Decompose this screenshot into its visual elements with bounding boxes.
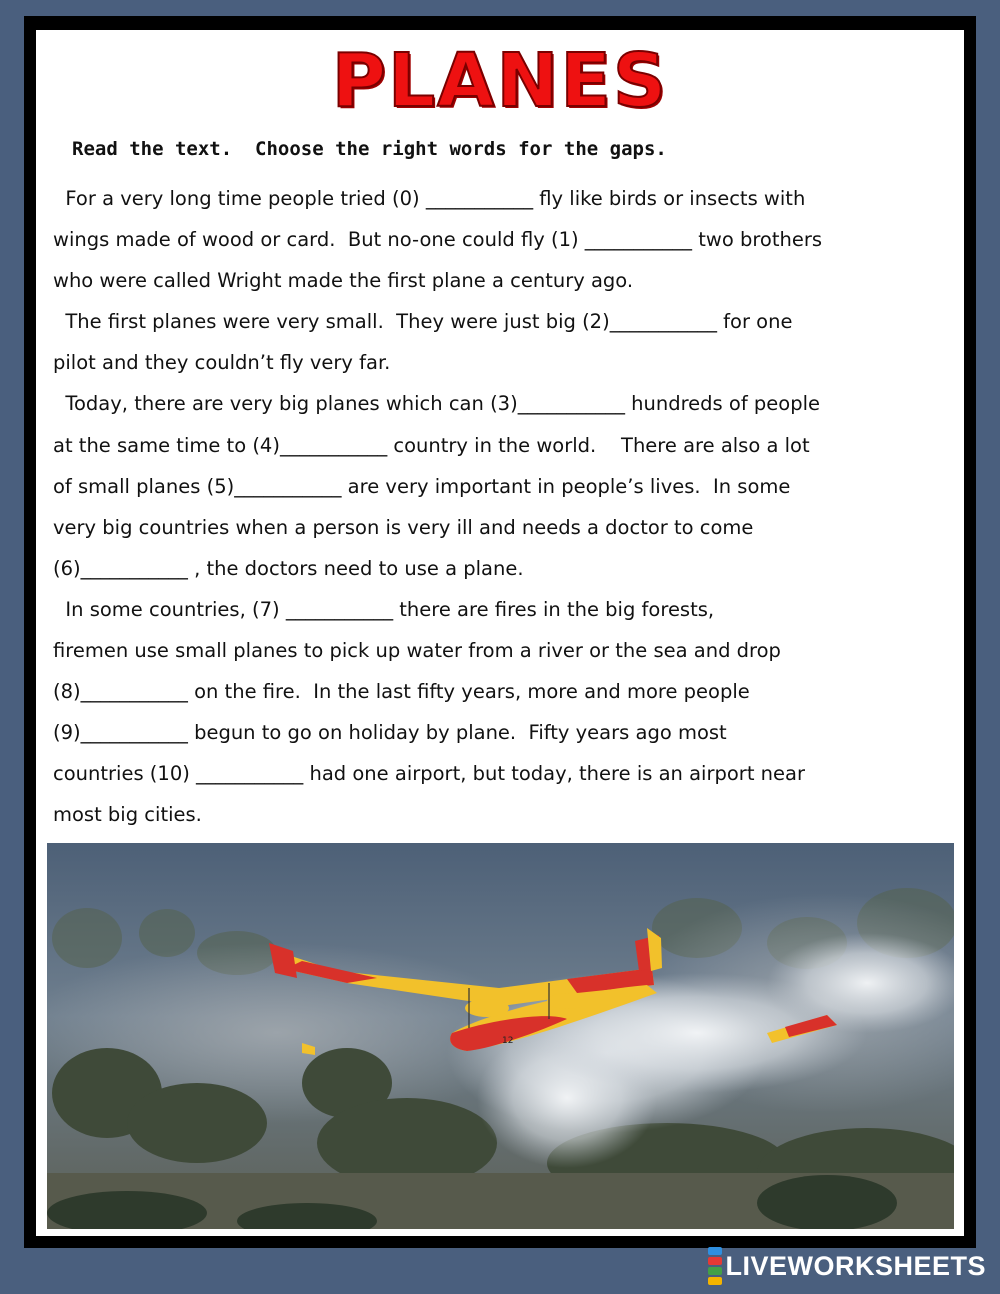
passage-line bbox=[53, 260, 953, 301]
photo-illustration bbox=[47, 843, 954, 1229]
passage-line bbox=[53, 466, 953, 507]
passage-text-segment: of small planes (5) bbox=[53, 474, 235, 498]
firefighting-plane-photo bbox=[47, 843, 954, 1229]
answer-blank[interactable]: ___________ bbox=[517, 392, 625, 416]
passage-text-segment: for one bbox=[716, 310, 793, 334]
plane-engine bbox=[465, 999, 509, 1017]
passage-line bbox=[53, 589, 953, 630]
passage-text-segment: countries (10) bbox=[53, 762, 197, 786]
answer-blank[interactable]: ___________ bbox=[584, 228, 693, 252]
passage-text-segment: pilot and they couldn’t fly very far. bbox=[53, 351, 391, 375]
answer-blank[interactable]: ___________ bbox=[425, 187, 534, 210]
passage-line bbox=[53, 425, 953, 466]
passage-text-segment: (6) bbox=[53, 556, 81, 580]
passage-text-segment: at the same time to (4) bbox=[53, 433, 280, 457]
passage-line bbox=[53, 178, 953, 219]
passage-text-segment: (8) bbox=[53, 680, 81, 704]
worksheet-page bbox=[36, 30, 964, 1236]
passage-text-segment: on the fire. In the last fifty years, more and more people bbox=[187, 680, 750, 704]
passage-line bbox=[53, 219, 953, 260]
passage-text-segment: hundreds of people bbox=[624, 392, 821, 416]
worksheet-title: PLANES bbox=[331, 38, 669, 124]
answer-blank[interactable]: ___________ bbox=[609, 310, 717, 334]
answer-blank[interactable]: ___________ bbox=[285, 597, 394, 621]
passage-text-segment: there are fires in the big forests, bbox=[393, 597, 715, 621]
liveworksheets-mark bbox=[708, 1246, 722, 1286]
answer-blank[interactable]: ___________ bbox=[196, 762, 304, 786]
passage-line bbox=[53, 794, 953, 835]
passage-line bbox=[53, 548, 953, 589]
passage-text-segment: In some countries, (7) bbox=[53, 597, 286, 621]
passage-text-segment: The first planes were very small. They were just big (2) bbox=[53, 310, 610, 334]
passage-text-segment: wings made of wood or card. But no-one could fly (1) bbox=[53, 228, 585, 252]
passage-text-segment: , the doctors need to use a plane. bbox=[187, 556, 524, 580]
passage-text-segment: Today, there are very big planes which can (3) bbox=[53, 392, 518, 416]
passage-line bbox=[53, 301, 953, 342]
passage-line bbox=[53, 342, 953, 383]
passage-text-segment: For a very long time people tried (0) bbox=[53, 187, 426, 210]
passage-line bbox=[53, 753, 953, 794]
answer-blank[interactable]: ___________ bbox=[80, 680, 188, 704]
passage-line bbox=[53, 507, 953, 548]
answer-blank[interactable]: ___________ bbox=[279, 433, 388, 457]
passage-text-segment: country in the world. There are also a lot bbox=[387, 433, 810, 457]
liveworksheets-brand: LIVEWORKSHEETS bbox=[725, 1250, 986, 1281]
liveworksheets-logo bbox=[708, 1246, 986, 1286]
passage-text-segment: begun to go on holiday by plane. Fifty years ago most bbox=[187, 721, 727, 745]
passage-text-segment: two brothers bbox=[692, 228, 823, 252]
passage-text-segment: fly like birds or insects with bbox=[533, 187, 806, 210]
passage-text-segment: (9) bbox=[53, 721, 81, 745]
passage-text-segment: firemen use small planes to pick up water from a river or the sea and drop bbox=[53, 639, 781, 663]
answer-blank[interactable]: ___________ bbox=[234, 474, 342, 498]
passage-text-segment: who were called Wright made the first plane a century ago. bbox=[53, 269, 634, 293]
passage-line bbox=[53, 383, 953, 424]
answer-blank[interactable]: ___________ bbox=[80, 556, 188, 580]
instructions: Read the text. Choose the right words for the gaps. bbox=[72, 138, 667, 160]
passage-text-segment: had one airport, but today, there is an airport near bbox=[303, 762, 805, 786]
plane-number: 12 bbox=[502, 1036, 514, 1046]
passage-line bbox=[53, 671, 953, 712]
passage-text-segment: most big cities. bbox=[53, 803, 202, 827]
answer-blank[interactable]: ___________ bbox=[80, 721, 188, 745]
passage-text-segment: are very important in people’s lives. In some bbox=[341, 474, 791, 498]
passage-line bbox=[53, 630, 953, 671]
passage-text-segment: very big countries when a person is very ill and needs a doctor to come bbox=[53, 515, 754, 539]
passage-text bbox=[53, 178, 953, 836]
passage-line bbox=[53, 712, 953, 753]
